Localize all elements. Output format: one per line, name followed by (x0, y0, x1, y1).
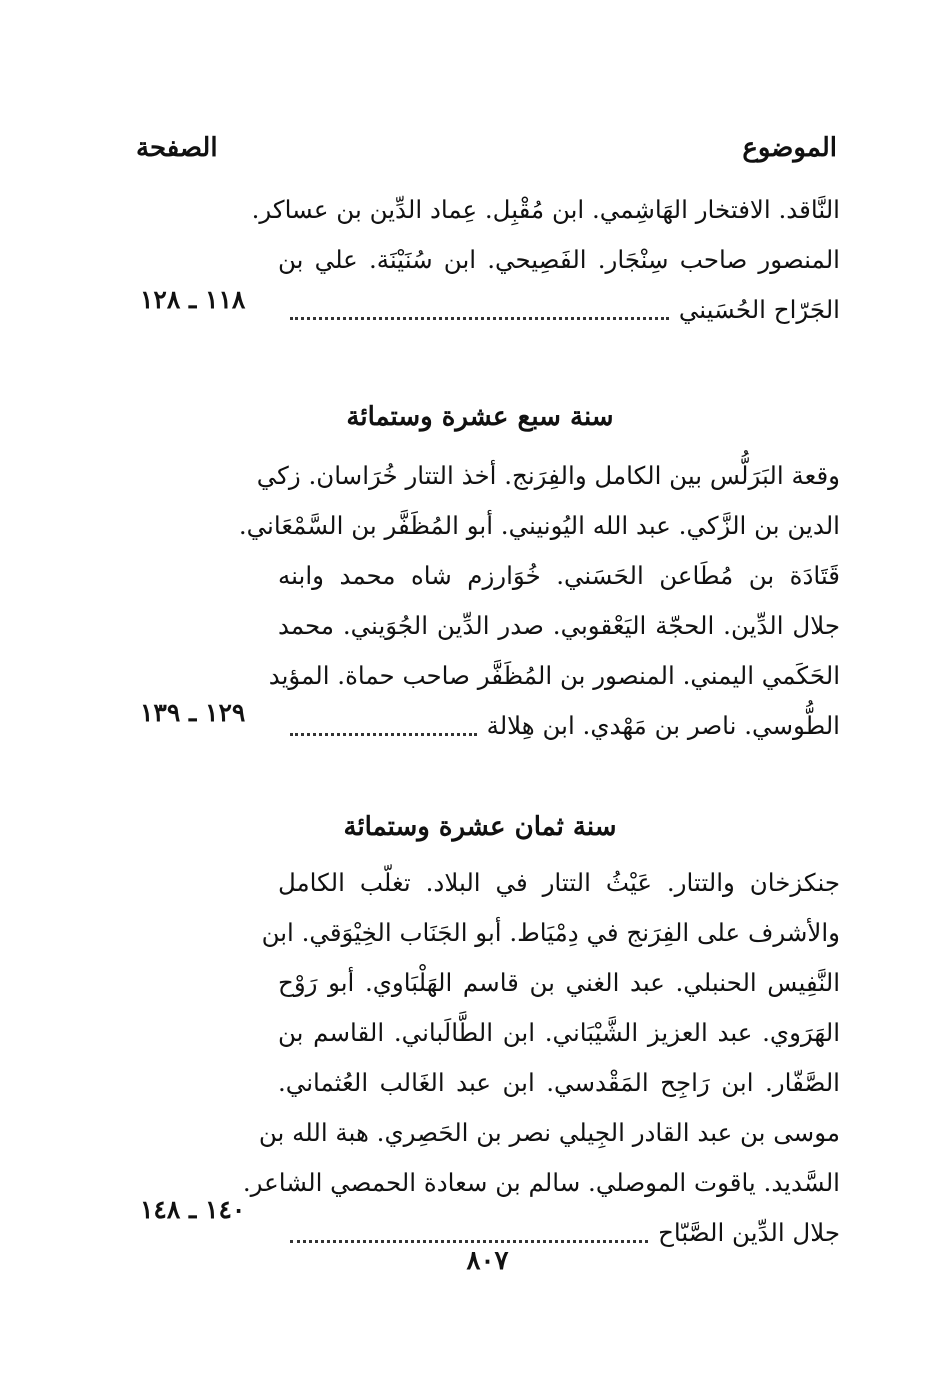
index-entry (251, 185, 840, 335)
year-heading: سنة ثمان عشرة وستمائة (343, 812, 617, 842)
entry-text-line: الحَكَمي اليمني. المنصور بن المُظَفَّر صاحب حماة. المؤيد (268, 661, 840, 690)
entry-text-line: الطُّوسي. ناصر بن مَهْدي. ابن هِلالة (486, 711, 840, 740)
entry-last-line (278, 285, 840, 335)
entry-text-line: الهَرَوي. عبد العزيز الشَّيْبَاني. ابن الطَّالَباني. القاسم بن (278, 1018, 840, 1047)
entry-text-line: النَّاقد. الافتخار الهَاشِمي. ابن مُقْبِل. عِماد الدِّين بن عساكر. (251, 195, 840, 224)
entry-text-line: جلال الدِّين الصَّبّاح (658, 1218, 840, 1247)
entry-text-line: الجَرّاح الحُسَيني (678, 295, 840, 324)
entry-text-line: وقعة البَرَلُّس بين الكامل والفِرَنج. أخذ التتار خُرَاسان. زكي (256, 461, 840, 490)
index-entry (242, 858, 840, 1258)
dot-leader (290, 317, 669, 320)
topic-column-header: الموضوع (742, 133, 837, 163)
entry-text-line: النَّفِيس الحنبلي. عبد الغني بن قاسم الهَلْبَاوي. أبو رَوْح (278, 968, 840, 997)
page-range: ١٢٩ ـ ١٣٩ (140, 698, 246, 727)
entry-text-line: موسى بن عبد القادر الجِيلي نصر بن الحَصِري. هبة الله بن (258, 1118, 840, 1147)
page-number: ٨٠٧ (466, 1246, 509, 1276)
entry-text-line: الصَّفّار. ابن رَاجِح المَقْدسي. ابن عبد الغَالب العُثماني. (278, 1068, 840, 1097)
entry-text-line: والأشرف على الفِرَنج في دِمْيَاط. أبو الجَنَاب الخِيْوَقي. ابن (261, 918, 840, 947)
entry-last-line (278, 701, 840, 751)
entry-text-line: جنكزخان والتتار. عَيْثُ التتار في البلاد. تغلّب الكامل (278, 868, 840, 897)
page-column-header: الصفحة (136, 133, 218, 163)
entry-text-line: المنصور صاحب سِنْجَار. الفَصِيحي. ابن سُنَيْنَة. علي بن (278, 245, 840, 274)
dot-leader (290, 1240, 648, 1243)
page-range: ١٤٠ ـ ١٤٨ (140, 1195, 246, 1224)
year-heading: سنة سبع عشرة وستمائة (346, 402, 614, 432)
dot-leader (290, 733, 477, 736)
page-range: ١١٨ ـ ١٢٨ (140, 285, 246, 314)
entry-text-line: السَّديد. ياقوت الموصلي. سالم بن سعادة الحمصي الشاعر. (242, 1168, 840, 1197)
entry-text-line: الدين بن الزَّكي. عبد الله اليُونيني. أبو المُظَفَّر بن السَّمْعَاني. (238, 511, 840, 540)
index-entry (238, 451, 840, 751)
entry-text-line: قَتَادَة بن مُطَاعن الحَسَني. خُوَارزم شاه محمد وابنه (278, 561, 840, 590)
entry-text-line: جلال الدِّين. الحجّة اليَعْقوبي. صدر الدِّين الجُوَيني. محمد (278, 611, 840, 640)
